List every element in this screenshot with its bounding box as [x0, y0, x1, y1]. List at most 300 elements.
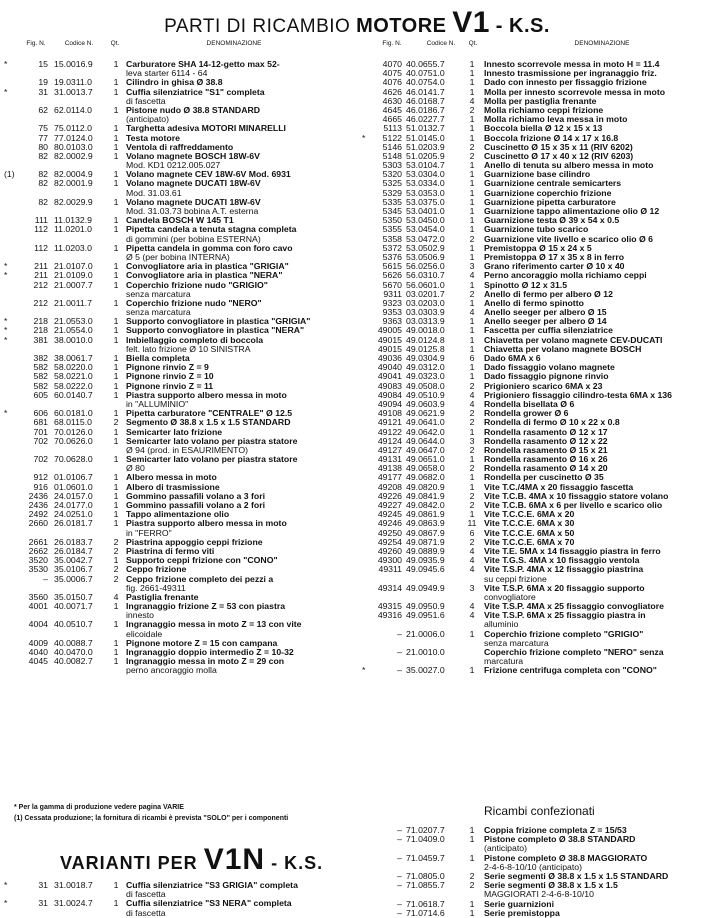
part-fig: –: [43, 573, 48, 584]
part-qty: 2: [469, 408, 475, 419]
part-qty: 4: [469, 601, 475, 612]
part-fig: 49005: [377, 325, 402, 336]
part-code: 58.0222.0: [54, 380, 93, 391]
part-fig: –: [397, 825, 402, 835]
part-row: [362, 666, 712, 675]
part-fig: 75: [38, 123, 48, 134]
part-mark: *: [4, 334, 8, 345]
part-desc: Fascetta per cuffia silenziatrice: [484, 325, 613, 336]
part-qty: 2: [469, 463, 475, 474]
part-code: 82.0002.9: [54, 150, 93, 161]
header-fig: Fig. N.: [382, 40, 402, 47]
part-qty: 3: [469, 261, 475, 272]
part-code: 19.0311.0: [54, 77, 93, 88]
part-desc: Volano magnete BOSCH 18W-6V: [126, 150, 260, 161]
part-qty: 1: [469, 169, 475, 180]
part-fig: 681: [33, 417, 48, 428]
part-desc: Coperchio frizione completo "GRIGIO": [484, 628, 644, 639]
part-fig: 49084: [377, 389, 402, 400]
part-qty: 2: [469, 104, 475, 115]
varianti-list: [4, 881, 354, 918]
part-qty: 2: [469, 233, 475, 244]
part-code: 82.0029.9: [54, 196, 93, 207]
part-code: 49.0871.9: [406, 536, 445, 547]
part-fig: 702: [33, 454, 48, 465]
part-code: 82.0001.9: [54, 178, 93, 189]
part-desc: Cuscinetto Ø 15 x 35 x 11 (RIV 6202): [484, 141, 633, 152]
part-fig: 49226: [377, 490, 402, 501]
part-qty: 1: [469, 251, 475, 262]
part-desc: Rondella di fermo Ø 10 x 22 x 0.8: [484, 417, 620, 428]
part-desc: Anello seeger per albero Ø 14: [484, 316, 607, 327]
part-qty: 1: [469, 86, 475, 97]
part-qty: 2: [113, 564, 119, 575]
part-code: 46.0227.7: [406, 114, 445, 125]
part-desc: Prigioniero scarico 6MA x 23: [484, 380, 603, 391]
part-code: 49.0018.0: [406, 325, 445, 336]
part-fig: 49040: [377, 362, 402, 373]
part-desc: Vite T.C.C.E. 6MA x 30: [484, 518, 575, 529]
part-code: 49.0508.0: [406, 380, 445, 391]
part-row: [4, 620, 354, 629]
part-mark: *: [4, 316, 8, 327]
part-desc: Supporto convogliatore in plastica "GRIGIA": [126, 316, 311, 327]
part-qty: 1: [469, 481, 475, 492]
part-desc: di fascetta: [126, 95, 166, 106]
part-desc: Ceppo frizione completo dei pezzi a: [126, 573, 274, 584]
part-desc: Vite T.G.S. 4MA x 10 fissaggio ventola: [484, 555, 640, 566]
part-row: [4, 106, 354, 115]
part-fig: 49041: [377, 371, 402, 382]
header-desc: DENOMINAZIONE: [206, 40, 262, 47]
part-fig: 49300: [377, 555, 402, 566]
part-code: 58.0220.0: [54, 362, 93, 373]
part-qty: 2: [113, 417, 119, 428]
part-desc: Cuffia silenziatrice "S1" completa: [126, 86, 265, 97]
part-qty: 1: [469, 132, 475, 143]
part-fig: 31: [38, 880, 48, 890]
part-qty: 1: [113, 196, 119, 207]
part-qty: 1: [113, 123, 119, 134]
part-fig: 82: [38, 150, 48, 161]
part-fig: 49127: [377, 444, 402, 455]
varianti-model: V1N: [203, 843, 266, 876]
part-qty: 6: [469, 353, 475, 363]
part-desc: Premistoppa Ø 17 x 35 x 8 in ferro: [484, 251, 625, 262]
part-code: 51.0205.9: [406, 150, 445, 161]
part-code: 21.0010.0: [406, 647, 445, 657]
part-qty: 1: [113, 472, 119, 483]
part-fig: 582: [33, 380, 48, 391]
part-code: 03.0201.7: [406, 288, 445, 299]
part-fig: –: [397, 665, 402, 676]
part-row: [362, 611, 712, 620]
part-qty: 1: [469, 77, 475, 88]
part-code: 49.0935.9: [406, 555, 445, 566]
part-desc: Cuffia silenziatrice "S3 GRIGIA" completa: [126, 880, 298, 890]
part-desc: senza marcatura: [126, 288, 191, 299]
part-desc: Serie premistoppa: [484, 907, 560, 918]
part-fig: 49122: [377, 426, 402, 437]
part-code: 49.0820.9: [406, 481, 445, 492]
part-qty: 1: [113, 316, 119, 327]
part-qty: 2: [469, 417, 475, 428]
ricambi-list: [362, 826, 712, 918]
part-qty: 1: [113, 518, 119, 529]
part-qty: 1: [469, 454, 475, 465]
part-fig: 49208: [377, 481, 402, 492]
part-desc: Frizione centrifuga completa con "CONO": [484, 665, 657, 676]
part-code: 53.0502.9: [406, 242, 445, 253]
part-qty: 1: [469, 371, 475, 382]
part-fig: –: [397, 907, 402, 918]
part-desc: Ingranaggio messa in moto Z = 29 con: [126, 656, 285, 667]
header-desc: DENOMINAZIONE: [574, 40, 630, 47]
part-fig: 912: [33, 472, 48, 483]
part-qty: 1: [469, 123, 475, 134]
part-desc: Molla richiamo ceppi frizione: [484, 104, 604, 115]
part-row: [4, 455, 354, 464]
part-code: 35.0150.7: [54, 591, 93, 602]
part-qty: 1: [469, 160, 475, 171]
part-row: [362, 835, 712, 844]
part-code: 31.0018.7: [54, 880, 93, 890]
part-qty: 1: [113, 279, 119, 290]
part-code: 40.0082.7: [54, 656, 93, 667]
part-code: 71.0618.7: [406, 898, 445, 909]
part-mark: *: [4, 261, 8, 272]
part-qty: 1: [469, 215, 475, 226]
part-code: 40.0754.0: [406, 77, 445, 88]
part-fig: 15: [38, 59, 48, 69]
part-desc: Rondella grower Ø 6: [484, 408, 569, 419]
part-desc: Convogliatore aria in plastica "GRIGIA": [126, 261, 289, 272]
part-code: 40.0510.7: [54, 619, 93, 630]
part-row: [4, 602, 354, 611]
part-code: 11.0201.0: [54, 224, 93, 235]
part-desc: Ingranaggio frizione Z = 53 con piastra: [126, 601, 286, 612]
part-code: 03.0203.0: [406, 297, 445, 308]
part-qty: 1: [113, 555, 119, 566]
part-fig: 49124: [377, 435, 402, 446]
part-qty: 1: [113, 500, 119, 510]
part-row: [4, 881, 354, 890]
part-qty: 1: [113, 362, 119, 373]
part-code: 49.0621.9: [406, 408, 445, 419]
part-qty: 2: [469, 444, 475, 455]
part-code: 40.0751.0: [406, 68, 445, 79]
part-fig: 49246: [377, 518, 402, 529]
part-desc: Supporto convogliatore in plastica "NERA": [126, 325, 305, 336]
part-desc: Anello di tenuta su albero messa in moto: [484, 160, 654, 171]
part-code: 49.0125.8: [406, 343, 445, 354]
part-desc: Dado con innesto per fissaggio frizione: [484, 77, 647, 88]
part-fig: 5670: [382, 279, 402, 290]
part-desc: Pignone rinvio Z = 10: [126, 371, 214, 382]
part-fig: 4040: [28, 647, 48, 657]
part-qty: 1: [469, 325, 475, 336]
part-qty: 1: [469, 852, 475, 863]
part-desc: Premistoppa Ø 15 x 24 x 5: [484, 242, 592, 253]
part-code: 71.0459.7: [406, 852, 445, 863]
part-fig: 4004: [28, 619, 48, 630]
part-desc: Guarnizione centrale semicarters: [484, 178, 622, 189]
part-code: 24.0157.0: [54, 490, 93, 501]
part-fig: 4075: [382, 68, 402, 79]
part-code: 53.0353.0: [406, 187, 445, 198]
part-code: 24.0177.0: [54, 500, 93, 510]
part-fig: 701: [33, 426, 48, 437]
part-code: 53.0472.0: [406, 233, 445, 244]
part-fig: 2492: [28, 509, 48, 520]
part-desc: Ø 5 (per bobina INTERNA): [126, 251, 230, 262]
part-qty: 1: [113, 619, 119, 630]
header-code: Codice N.: [426, 40, 456, 47]
part-mark: *: [4, 408, 8, 419]
part-qty: 1: [113, 242, 119, 253]
part-qty: 2: [469, 490, 475, 501]
part-desc: Gommino passafili volano a 2 fori: [126, 500, 266, 510]
part-fig: 49315: [377, 601, 402, 612]
part-fig: 49177: [377, 472, 402, 483]
part-qty: 1: [469, 825, 475, 835]
part-qty: 11: [467, 518, 477, 529]
part-code: 49.0312.0: [406, 362, 445, 373]
part-fig: 2662: [28, 545, 48, 556]
part-code: 49.0641.0: [406, 417, 445, 428]
part-code: 49.0949.9: [406, 582, 445, 593]
part-qty: 1: [469, 509, 475, 520]
part-qty: 1: [113, 490, 119, 501]
part-desc: Anello di fermo spinotto: [484, 297, 584, 308]
part-mark: *: [4, 59, 8, 69]
part-qty: 2: [469, 870, 475, 881]
part-desc: Vite T.C.C.E. 6MA x 70: [484, 536, 575, 547]
part-fig: 49094: [377, 398, 402, 409]
part-desc: fig. 2661-49311: [126, 582, 186, 593]
part-fig: 112: [34, 242, 48, 253]
part-desc: Semicarter lato volano per piastra statore: [126, 454, 298, 465]
part-desc: Semicarter lato volano per piastra statore: [126, 435, 298, 446]
part-desc: Vite T.S.P. 4MA x 12 fissaggio piastrina: [484, 564, 644, 575]
part-mark: *: [4, 325, 8, 336]
part-desc: Guarnizione testa Ø 39 x 54 x 0.5: [484, 215, 620, 226]
part-desc: Serie guarnizioni: [484, 898, 554, 909]
part-code: 49.0682.0: [406, 472, 445, 483]
part-code: 71.0855.7: [406, 880, 445, 891]
part-code: 49.0651.0: [406, 454, 445, 465]
part-row: [362, 584, 712, 593]
part-code: 71.0409.0: [406, 834, 445, 845]
part-code: 70.0628.0: [54, 454, 93, 465]
part-qty: 1: [469, 178, 475, 189]
part-qty: 1: [113, 270, 119, 281]
part-fig: –: [397, 870, 402, 881]
part-code: 49.0951.6: [406, 610, 445, 621]
part-code: 71.0805.0: [406, 870, 445, 881]
part-code: 40.0071.7: [54, 601, 93, 612]
part-desc: Prigioniero fissaggio cilindro-testa 6MA x 136: [484, 389, 672, 400]
part-row: [4, 88, 354, 97]
part-qty: 3: [469, 435, 475, 446]
part-code: 40.0655.7: [406, 59, 445, 69]
part-fig: 218: [33, 316, 48, 327]
part-qty: 1: [113, 353, 119, 363]
part-code: 53.0375.0: [406, 196, 445, 207]
part-code: 38.0010.0: [54, 334, 93, 345]
varianti-heading: [60, 843, 323, 877]
part-code: 24.0251.0: [54, 509, 93, 520]
part-desc: Guarnizione pipetta carburatore: [484, 196, 616, 207]
part-code: 35.0006.7: [54, 573, 93, 584]
part-fig: 77: [38, 132, 48, 143]
part-qty: 1: [469, 242, 475, 253]
part-row-continuation: [4, 666, 354, 675]
part-desc: Ø 94 (prod. in ESAURIMENTO): [126, 444, 248, 455]
part-desc: Testa motore: [126, 132, 180, 143]
part-fig: 111: [34, 215, 48, 226]
part-code: 46.0186.7: [406, 104, 445, 115]
part-fig: 112: [34, 224, 48, 235]
part-code: 49.0603.9: [406, 398, 445, 409]
part-code: 21.0553.0: [54, 316, 93, 327]
part-desc: (anticipato): [126, 114, 169, 125]
part-mark: (1): [4, 169, 15, 180]
part-fig: 49108: [377, 408, 402, 419]
part-desc: Mod. KD1 0212.005.027: [126, 160, 221, 171]
part-code: 21.0107.0: [54, 261, 93, 272]
part-qty: 1: [113, 880, 119, 890]
part-qty: 1: [469, 68, 475, 79]
part-code: 49.0642.0: [406, 426, 445, 437]
part-fig: 80: [38, 141, 48, 152]
part-desc: (anticipato): [484, 843, 527, 854]
part-code: 70.0626.0: [54, 435, 93, 446]
part-code: 49.0124.8: [406, 334, 445, 345]
part-qty: 1: [469, 316, 475, 327]
part-fig: 82: [38, 178, 48, 189]
part-qty: 1: [113, 261, 119, 272]
ricambi-title: Ricambi confezionati: [484, 804, 595, 818]
part-qty: 1: [113, 215, 119, 226]
part-code: 49.0658.0: [406, 463, 445, 474]
part-fig: 49015: [377, 343, 402, 354]
part-desc: Anello di fermo per albero Ø 12: [484, 288, 613, 299]
part-qty: 1: [113, 59, 119, 69]
part-desc: Rondella bisellata Ø 6: [484, 398, 575, 409]
part-desc: Vite T.C.B. 4MA x 10 fissaggio statore volano: [484, 490, 669, 501]
part-qty: 1: [469, 206, 475, 216]
footnote: (1) Cessata produzione; la fornitura di ricambi è prevista "SOLO" per i componenti: [14, 815, 289, 822]
part-desc: Guarnizione tappo alimentazione olio Ø 12: [484, 206, 660, 216]
part-desc: Mod. 31.03.61: [126, 187, 182, 198]
part-qty: 1: [469, 426, 475, 437]
part-code: 71.0207.7: [406, 825, 445, 835]
part-qty: 1: [113, 371, 119, 382]
part-code: 49.0644.0: [406, 435, 445, 446]
part-qty: 1: [469, 279, 475, 290]
header-code: Codice N.: [64, 40, 94, 47]
part-desc: Spinotto Ø 12 x 31.5: [484, 279, 568, 290]
part-desc: Carburatore SHA 14-12-getto max 52-: [126, 59, 280, 69]
part-qty: 1: [469, 196, 475, 207]
part-desc: senza marcatura: [484, 637, 549, 648]
part-desc: Pastiglia frenante: [126, 591, 199, 602]
part-fig: 49254: [377, 536, 402, 547]
part-desc: Guarnizione base cilindro: [484, 169, 591, 180]
part-desc: Guarnizione vite livello e scarico olio Ø 6: [484, 233, 653, 244]
part-fig: 605: [33, 389, 48, 400]
left-table-header: [4, 38, 354, 60]
part-fig: 4009: [28, 637, 48, 648]
part-qty: 1: [469, 472, 475, 483]
part-desc: Rondella rasamento Ø 14 x 20: [484, 463, 608, 474]
part-fig: 49138: [377, 463, 402, 474]
part-desc: Supporto ceppi frizione con "CONO": [126, 555, 278, 566]
part-mark: *: [4, 880, 8, 890]
part-desc: Vite T.S.P. 6MA x 25 fissaggio piastra in: [484, 610, 646, 621]
part-fig: 2660: [28, 518, 48, 529]
part-desc: Albero di trasmissione: [126, 481, 220, 492]
part-desc: alluminio: [484, 619, 519, 630]
part-fig: –: [397, 898, 402, 909]
part-code: 60.0181.0: [54, 408, 93, 419]
part-code: 82.0004.9: [54, 169, 93, 180]
part-fig: 2661: [28, 536, 48, 547]
header-fig: Fig. N.: [26, 40, 46, 47]
part-code: 49.0950.9: [406, 601, 445, 612]
title-model: V1: [452, 6, 490, 39]
part-desc: Ingranaggio messa in moto Z = 13 con vite: [126, 619, 302, 630]
page-title: [0, 6, 714, 40]
part-desc: Pistone nudo Ø 38.8 STANDARD: [126, 104, 261, 115]
part-code: 31.0013.7: [54, 86, 93, 97]
part-qty: 1: [469, 187, 475, 198]
part-fig: 62: [38, 104, 48, 115]
part-qty: 1: [469, 898, 475, 909]
part-fig: 606: [33, 408, 48, 419]
part-fig: 5372: [382, 242, 402, 253]
part-qty: 1: [113, 297, 119, 308]
part-qty: 2: [469, 150, 475, 161]
right-table-header: [362, 38, 712, 60]
part-code: 31.0024.7: [54, 898, 93, 909]
part-fig: 5615: [382, 261, 402, 272]
part-fig: 4626: [382, 86, 402, 97]
part-fig: 5303: [382, 160, 402, 171]
part-desc: Ventola di raffreddamento: [126, 141, 234, 152]
part-desc: Coperchio frizione nudo "NERO": [126, 297, 262, 308]
part-qty: 1: [113, 325, 119, 336]
part-code: 62.0114.0: [54, 104, 93, 115]
part-fig: 4045: [28, 656, 48, 667]
part-code: 49.0945.6: [406, 564, 445, 575]
part-code: 49.0841.9: [406, 490, 445, 501]
varianti-suffix: - K.S.: [271, 853, 324, 873]
part-code: 21.0011.7: [54, 297, 93, 308]
part-qty: 1: [113, 178, 119, 189]
part-code: 53.0104.7: [406, 160, 445, 171]
part-mark: *: [4, 270, 8, 281]
part-qty: 2: [469, 880, 475, 891]
part-qty: 1: [113, 150, 119, 161]
part-qty: 4: [469, 398, 475, 409]
part-fig: 702: [33, 435, 48, 446]
part-desc: Piastrina di fermo viti: [126, 545, 215, 556]
part-fig: 49245: [377, 509, 402, 520]
part-code: 53.0334.0: [406, 178, 445, 189]
part-qty: 6: [469, 527, 475, 538]
